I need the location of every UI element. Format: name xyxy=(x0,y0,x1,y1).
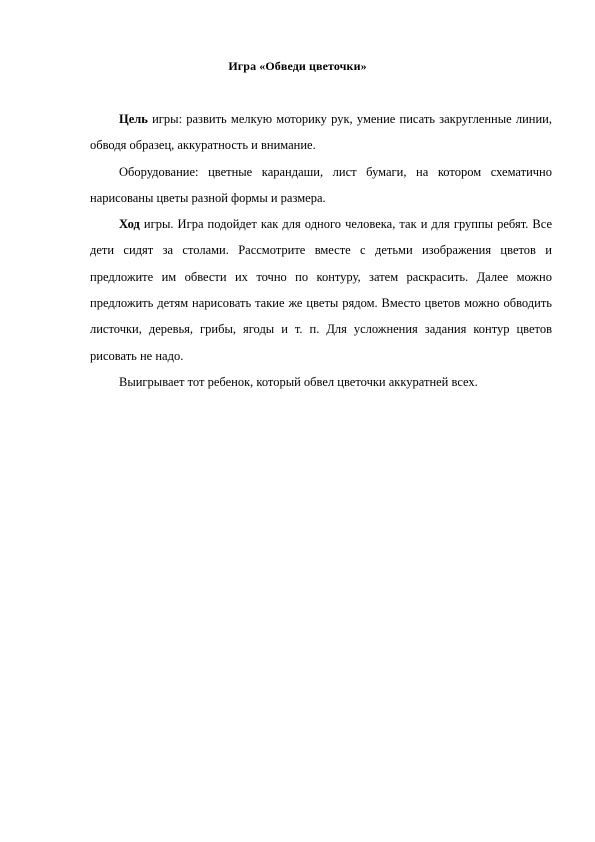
document-body xyxy=(90,106,552,395)
paragraph-equipment xyxy=(90,159,552,212)
paragraph-goal xyxy=(90,106,552,159)
paragraph-winner xyxy=(90,369,552,395)
paragraph-procedure-lead: Ход xyxy=(119,217,140,232)
paragraph-procedure xyxy=(90,211,552,369)
paragraph-winner-text: Выигрывает тот ребенок, который обвел цветочки аккуратней всех. xyxy=(119,374,478,389)
paragraph-equipment-text: Оборудование: цветные карандаши, лист бумаги, на котором схематично нарисованы цветы разной формы и размера. xyxy=(90,164,552,205)
paragraph-goal-text: игры: развить мелкую моторику рук, умение писать закругленные линии, обводя образец, аккуратность и внимание. xyxy=(90,112,552,153)
paragraph-procedure-text: игры. Игра подойдет как для одного человека, так и для группы ребят. Все дети сидят за столами. Рассмотрите вместе с детьми изображения цветов и предложите им обвести их точно по контуру, затем раскрасить. Далее можно предложить детям нарисовать такие же цветы рядом. Вместо цветов можно обводить листочки, деревья, грибы, ягоды и т. п. Для усложнения задания контур цветов рисовать не надо. xyxy=(90,217,552,363)
paragraph-goal-lead: Цель xyxy=(119,112,148,126)
document-title: Игра «Обведи цветочки» xyxy=(228,59,367,73)
